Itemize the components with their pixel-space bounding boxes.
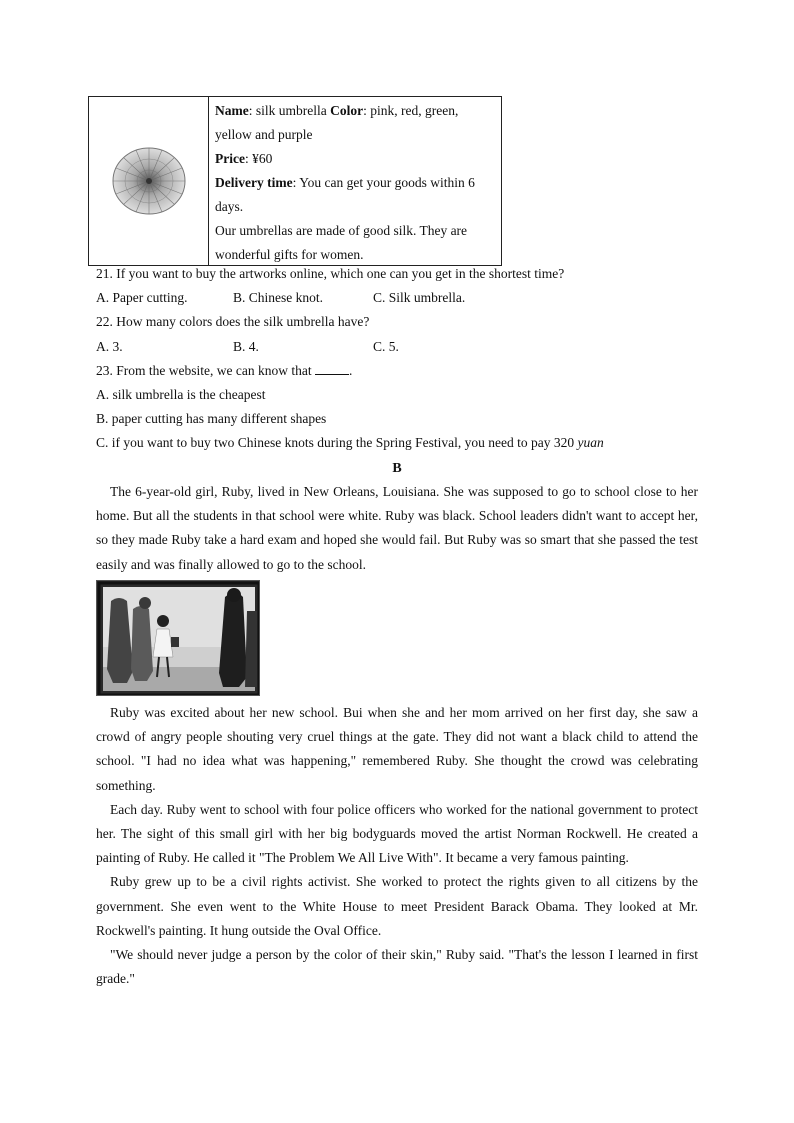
name-value: : silk umbrella [248, 103, 331, 118]
question-21: 21. If you want to buy the artworks online, which one can you get in the shortest time? [96, 266, 565, 281]
q22-option-a: A. 3. [96, 338, 123, 354]
passage-part-2 [96, 701, 698, 991]
q21-option-a: A. Paper cutting. [96, 290, 188, 306]
questions-block [96, 262, 716, 456]
color-label: Color [330, 103, 364, 118]
paragraph-2: Ruby was excited about her new school. Bui when she and her mom arrived on her first day, she saw a crowd of angry people shouting very cruel things at the gate. They did not want a black child to attend the school. "I had no idea what was happening," remembered Ruby. She thought the crowd was celebrating something. [96, 705, 698, 793]
silk-umbrella-image [109, 141, 189, 221]
q23-option-c-text: C. if you want to buy two Chinese knots during the Spring Festival, you need to pay 320 [96, 435, 578, 451]
question-23 [96, 359, 716, 383]
product-info-cell [209, 97, 501, 265]
delivery-label: Delivery time [215, 175, 293, 190]
product-description: Our umbrellas are made of good silk. They are wonderful gifts for women. [215, 223, 468, 262]
passage-part-1 [96, 480, 698, 577]
question-22-options [96, 335, 716, 359]
product-name-color [215, 99, 497, 147]
q23-option-b: B. paper cutting has many different shapes [96, 411, 327, 427]
answer-blank [315, 360, 349, 375]
question-22: 22. How many colors does the silk umbrella have? [96, 314, 370, 330]
ruby-bridges-photo [96, 580, 260, 696]
q23-option-c-yuan: yuan [577, 435, 604, 451]
name-label: Name [215, 103, 249, 118]
price-label: Price [215, 151, 245, 166]
q23-option-a: A. silk umbrella is the cheapest [96, 386, 266, 402]
historical-photo-image [97, 581, 260, 696]
product-delivery [215, 171, 497, 219]
delivery-value: : You can get your goods within 6 days. [215, 175, 475, 214]
q21-option-c: C. Silk umbrella. [373, 290, 466, 306]
q23-option-c [96, 431, 716, 455]
q22-option-c: C. 5. [373, 338, 399, 354]
q21-option-b: B. Chinese knot. [233, 290, 323, 306]
product-price [215, 147, 497, 171]
umbrella-image-cell [89, 97, 209, 265]
color-value: : pink, red, green, yellow and purple [215, 103, 459, 142]
price-value: : ¥60 [244, 151, 273, 166]
q22-option-b: B. 4. [233, 338, 259, 354]
product-table [88, 96, 502, 266]
paragraph-4: Ruby grew up to be a civil rights activist. She worked to protect the rights given to all citizens by the government. She even went to the White House to meet President Barack Obama. They looked at Mr. Rockwell's painting. It hung outside the Oval Office. [96, 874, 698, 938]
q23-end: . [348, 362, 353, 378]
paragraph-3: Each day. Ruby went to school with four police officers who worked for the national government to protect her. The sight of this small girl with her big bodyguards moved the artist Norman Rockwell. He created a painting of Ruby. He called it "The Problem We All Live With". It became a very famous painting. [96, 801, 698, 866]
paragraph-1: The 6-year-old girl, Ruby, lived in New Orleans, Louisiana. She was supposed to go to school close to her home. But all the students in that school were white. Ruby was black. School leaders didn't want to accept her, so they made Ruby take a hard exam and hoped she would fail. But Ruby was so smart that she passed the test easily and was finally allowed to go to the school. [96, 484, 698, 572]
paragraph-5: "We should never judge a person by the color of their skin," Ruby said. "That's the lesson I learned in first grade." [96, 947, 698, 987]
section-b-title: B [392, 461, 402, 476]
q23-stem: 23. From the website, we can know that [96, 362, 312, 378]
question-21-options [96, 286, 716, 310]
